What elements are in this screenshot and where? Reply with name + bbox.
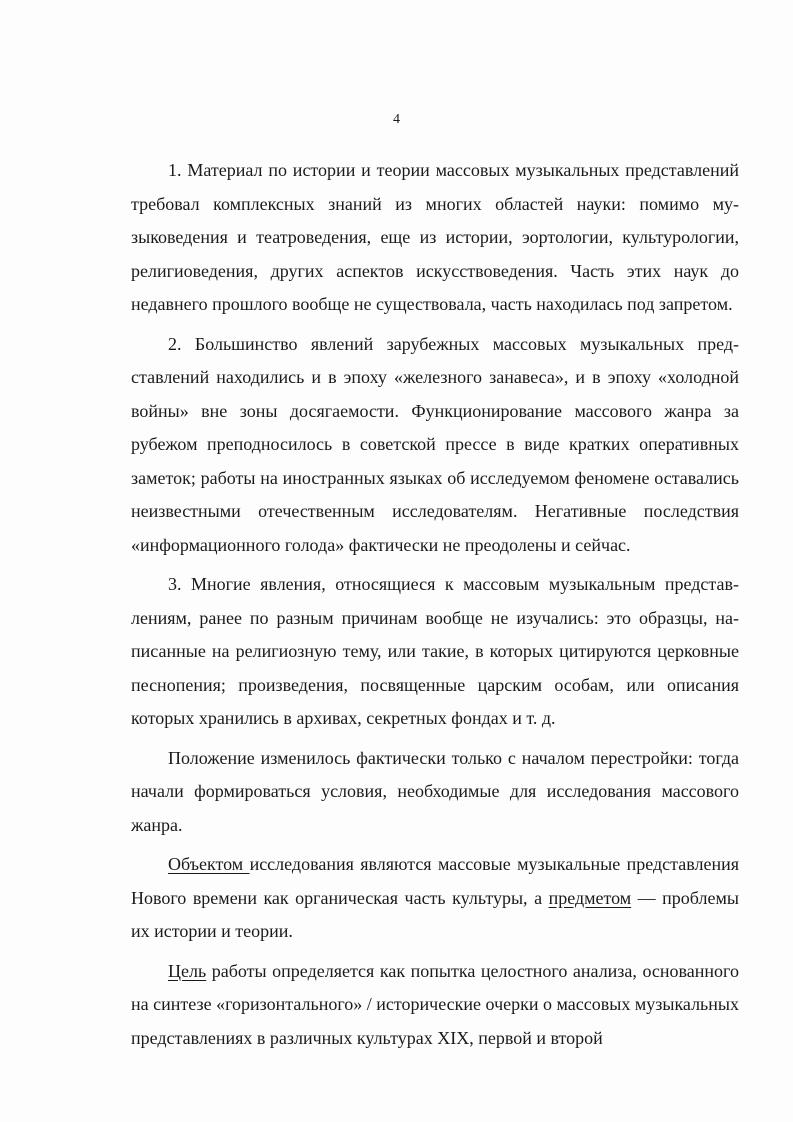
object-text: исследования являются массовые музыкальные представления Нового времени как органическая часть культуры, а [131, 854, 739, 908]
paragraph-3: 3. Многие явления, относящиеся к массовым музыкальным представлениям, ранее по разным причинам вообще не изучались: это образцы, написанные на религиозную тему, или такие, в которых цитируются церковные песнопения; произведения, посвященные царским особам, или описания которых хранились в архивах, секретных фондах и т. д. [131, 574, 739, 728]
page-number: 4 [393, 112, 400, 127]
paragraph-1: 1. Материал по истории и теории массовых музыкальных представлений требовал комплексных знаний из многих областей науки: помимо музыковедения и театроведения, еще из истории, эортологии, культурологии, религиоведения, других аспектов искусствоведения. Часть этих наук до недавнего прошлого вообще не существовала, часть находилась под запретом. [131, 160, 739, 314]
goal-term: Цель [168, 960, 207, 981]
paragraph-4: Положение изменилось фактически только с началом перестройки: тогда начали формироваться условия, необходимые для исследования массового жанра. [131, 747, 739, 835]
page-body [131, 154, 739, 1061]
object-term: Объектом [168, 854, 250, 874]
paragraph-6-goal [131, 955, 739, 1056]
paragraph-2: 2. Большинство явлений зарубежных массовых музыкальных представлений находились и в эпоху «железного занавеса», и в эпоху «холодной войны» вне зоны досягаемости. Функционирование массового жанра за рубежом преподносилось в советской прессе в виде кратких оперативных заметок; работы на иностранных языках об исследуемом феномене оставались неизвестными отечественным исследователям. Негативные последствия «информационного голода» фактически не преодолены и сейчас. [131, 333, 739, 555]
paragraph-5-object-subject [131, 848, 739, 949]
subject-term: предметом [548, 887, 632, 908]
subject-text: — проблемы их истории и теории. [131, 887, 739, 941]
goal-text: работы определяется как попытка целостного анализа, основанного на синтезе «горизонтального» / исторические очерки о массовых музыкальных представлениях в различных культурах XIX, первой и второй [131, 960, 739, 1048]
